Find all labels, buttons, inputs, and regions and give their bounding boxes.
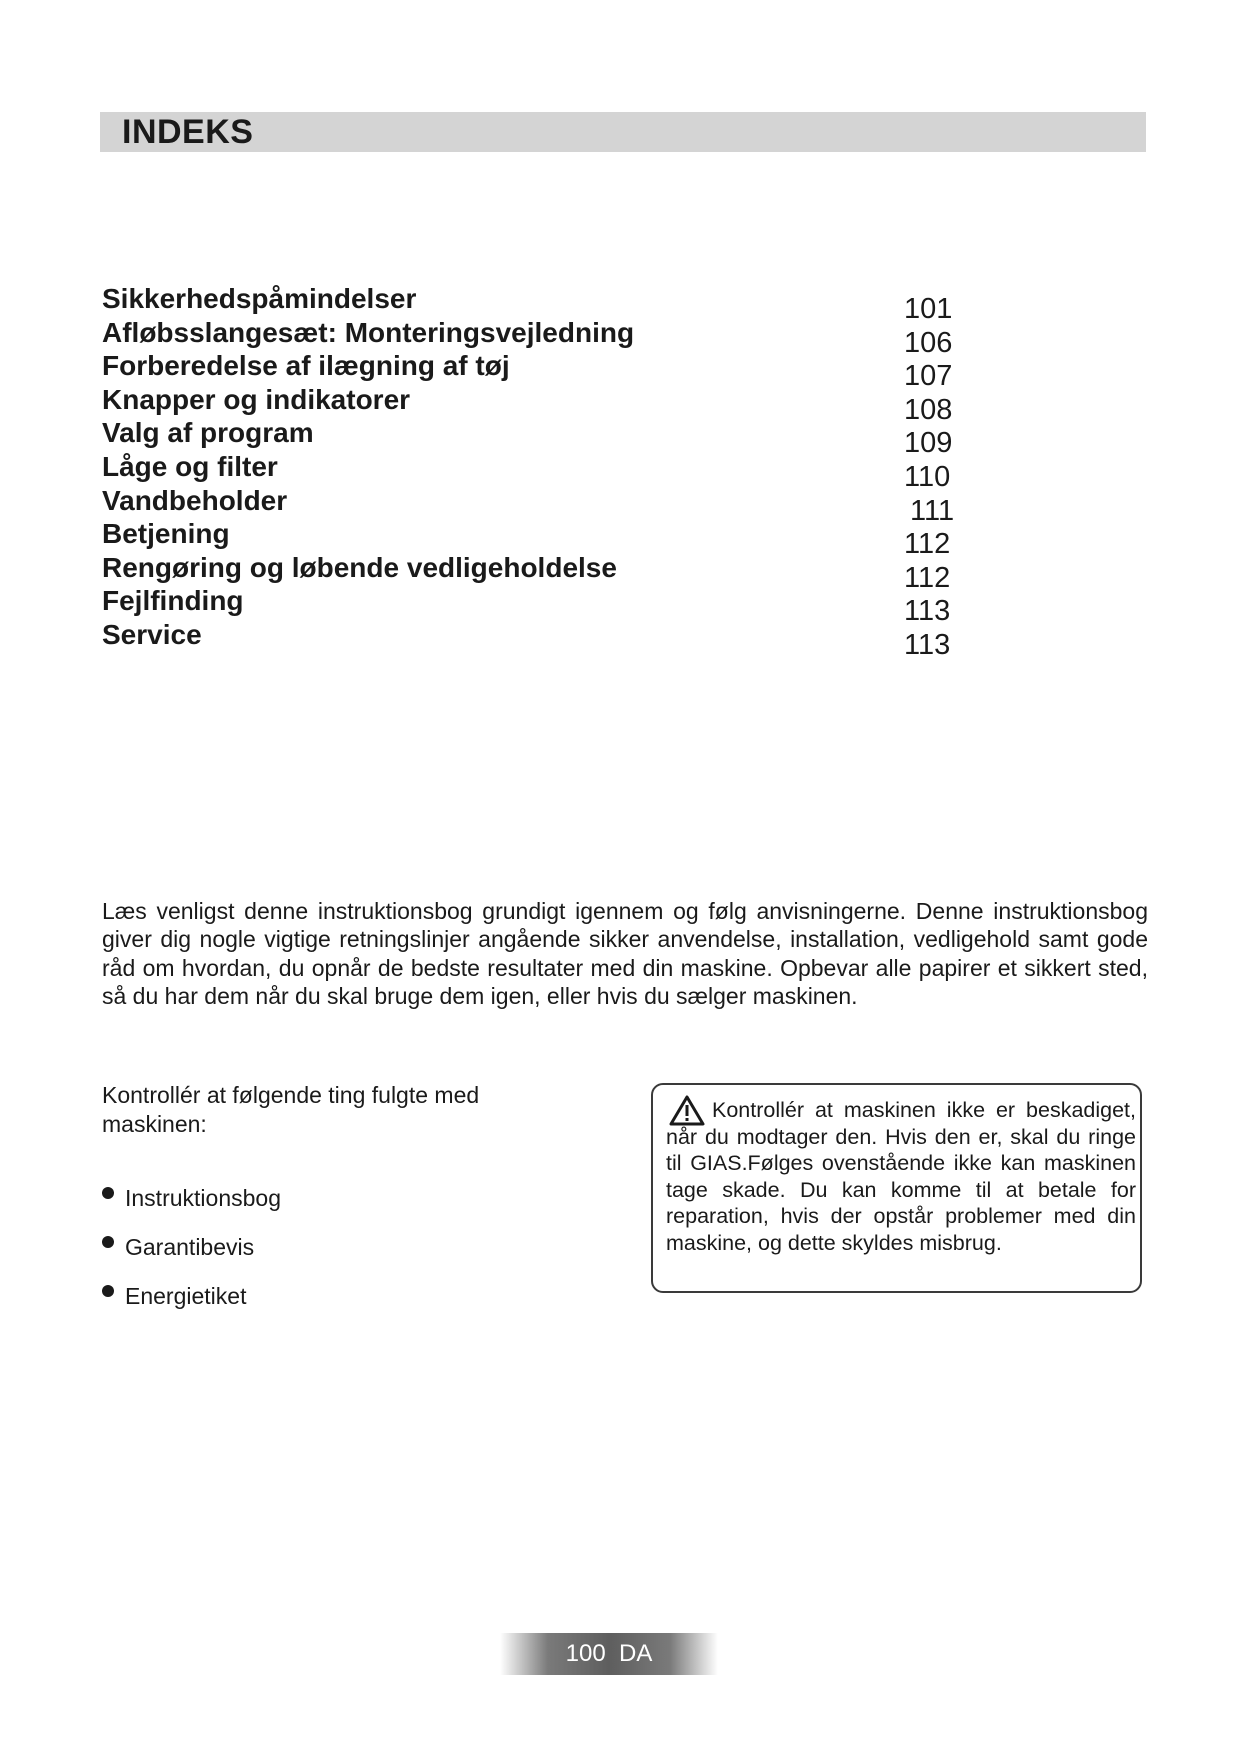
table-of-contents xyxy=(102,283,982,661)
page-number: 100 DA xyxy=(565,1640,653,1667)
toc-row[interactable] xyxy=(102,417,982,460)
list-item-label: Energietiket xyxy=(125,1283,247,1309)
toc-label: Afløbsslangesæt: Monteringsvejledning xyxy=(102,316,635,348)
warning-message: Kontrollér at maskinen ikke er beskadiget, når du modtager den. Hvis den er, skal du ringe til GIAS.Følges ovenstående ikke kan maskinen tage skade. Du kan komme til at betale for reparation, hvis der opstår problemer med din maskine, og dette skyldes misbrug. xyxy=(666,1098,1136,1255)
toc-row[interactable] xyxy=(102,283,982,325)
toc-label: Sikkerhedspåmindelser xyxy=(102,283,417,314)
toc-page-number: 110 xyxy=(904,460,951,493)
intro-paragraph: Læs venligst denne instruktionsbog grundigt igennem og følg anvisningerne. Denne instruktionsbog giver dig nogle vigtige retningslinjer angående sikker anvendelse, installation, vedligehold samt gode råd om hvordan, du opnår de bedste resultater med din maskine. Opbevar alle papirer et sikkert sted, så du har dem når du skal bruge dem igen, eller hvis du sælger maskinen. xyxy=(102,898,1148,1010)
toc-row[interactable] xyxy=(102,450,982,493)
toc-page-number: 109 xyxy=(904,427,953,460)
toc-label: Forberedelse af ilægning af tøj xyxy=(102,350,510,382)
list-item-label: Garantibevis xyxy=(125,1234,255,1260)
toc-row[interactable] xyxy=(102,518,982,561)
toc-row[interactable] xyxy=(102,618,982,661)
toc-label: Låge og filter xyxy=(102,450,278,482)
page-footer xyxy=(500,1633,718,1675)
toc-page-number: 112 xyxy=(904,561,951,594)
toc-label: Betjening xyxy=(102,518,230,550)
list-item-label: Instruktionsbog xyxy=(125,1185,281,1211)
toc-label: Valg af program xyxy=(102,417,314,449)
warning-text xyxy=(666,1097,1136,1256)
toc-label: Rengøring og løbende vedligeholdelse xyxy=(102,551,617,583)
bullet-icon xyxy=(102,1187,114,1199)
toc-page-number: 108 xyxy=(904,393,953,426)
toc-page-number: 107 xyxy=(904,360,953,393)
toc-label: Service xyxy=(102,618,202,650)
warning-box xyxy=(651,1083,1142,1293)
toc-page-number: 106 xyxy=(904,326,953,359)
index-title-bar xyxy=(100,112,1146,152)
bullet-icon xyxy=(102,1236,114,1248)
checklist-heading: Kontrollér at følgende ting fulgte med maskinen: xyxy=(102,1082,480,1137)
toc-page-number: 101 xyxy=(904,293,953,325)
toc-page-number: 113 xyxy=(904,595,951,628)
toc-row[interactable] xyxy=(102,350,982,393)
page-title: INDEKS xyxy=(122,113,254,151)
toc-row[interactable] xyxy=(102,484,982,527)
toc-page-number: 112 xyxy=(904,528,951,561)
toc-label: Knapper og indikatorer xyxy=(102,383,411,415)
toc-row[interactable] xyxy=(102,585,982,628)
toc-row[interactable] xyxy=(102,551,982,594)
toc-label: Fejlfinding xyxy=(102,585,244,617)
toc-page-number: 113 xyxy=(904,628,951,661)
bullet-icon xyxy=(102,1285,114,1297)
toc-page-number: 111 xyxy=(910,494,955,527)
toc-row[interactable] xyxy=(102,316,982,359)
toc-label: Vandbeholder xyxy=(102,484,288,516)
toc-row[interactable] xyxy=(102,383,982,426)
